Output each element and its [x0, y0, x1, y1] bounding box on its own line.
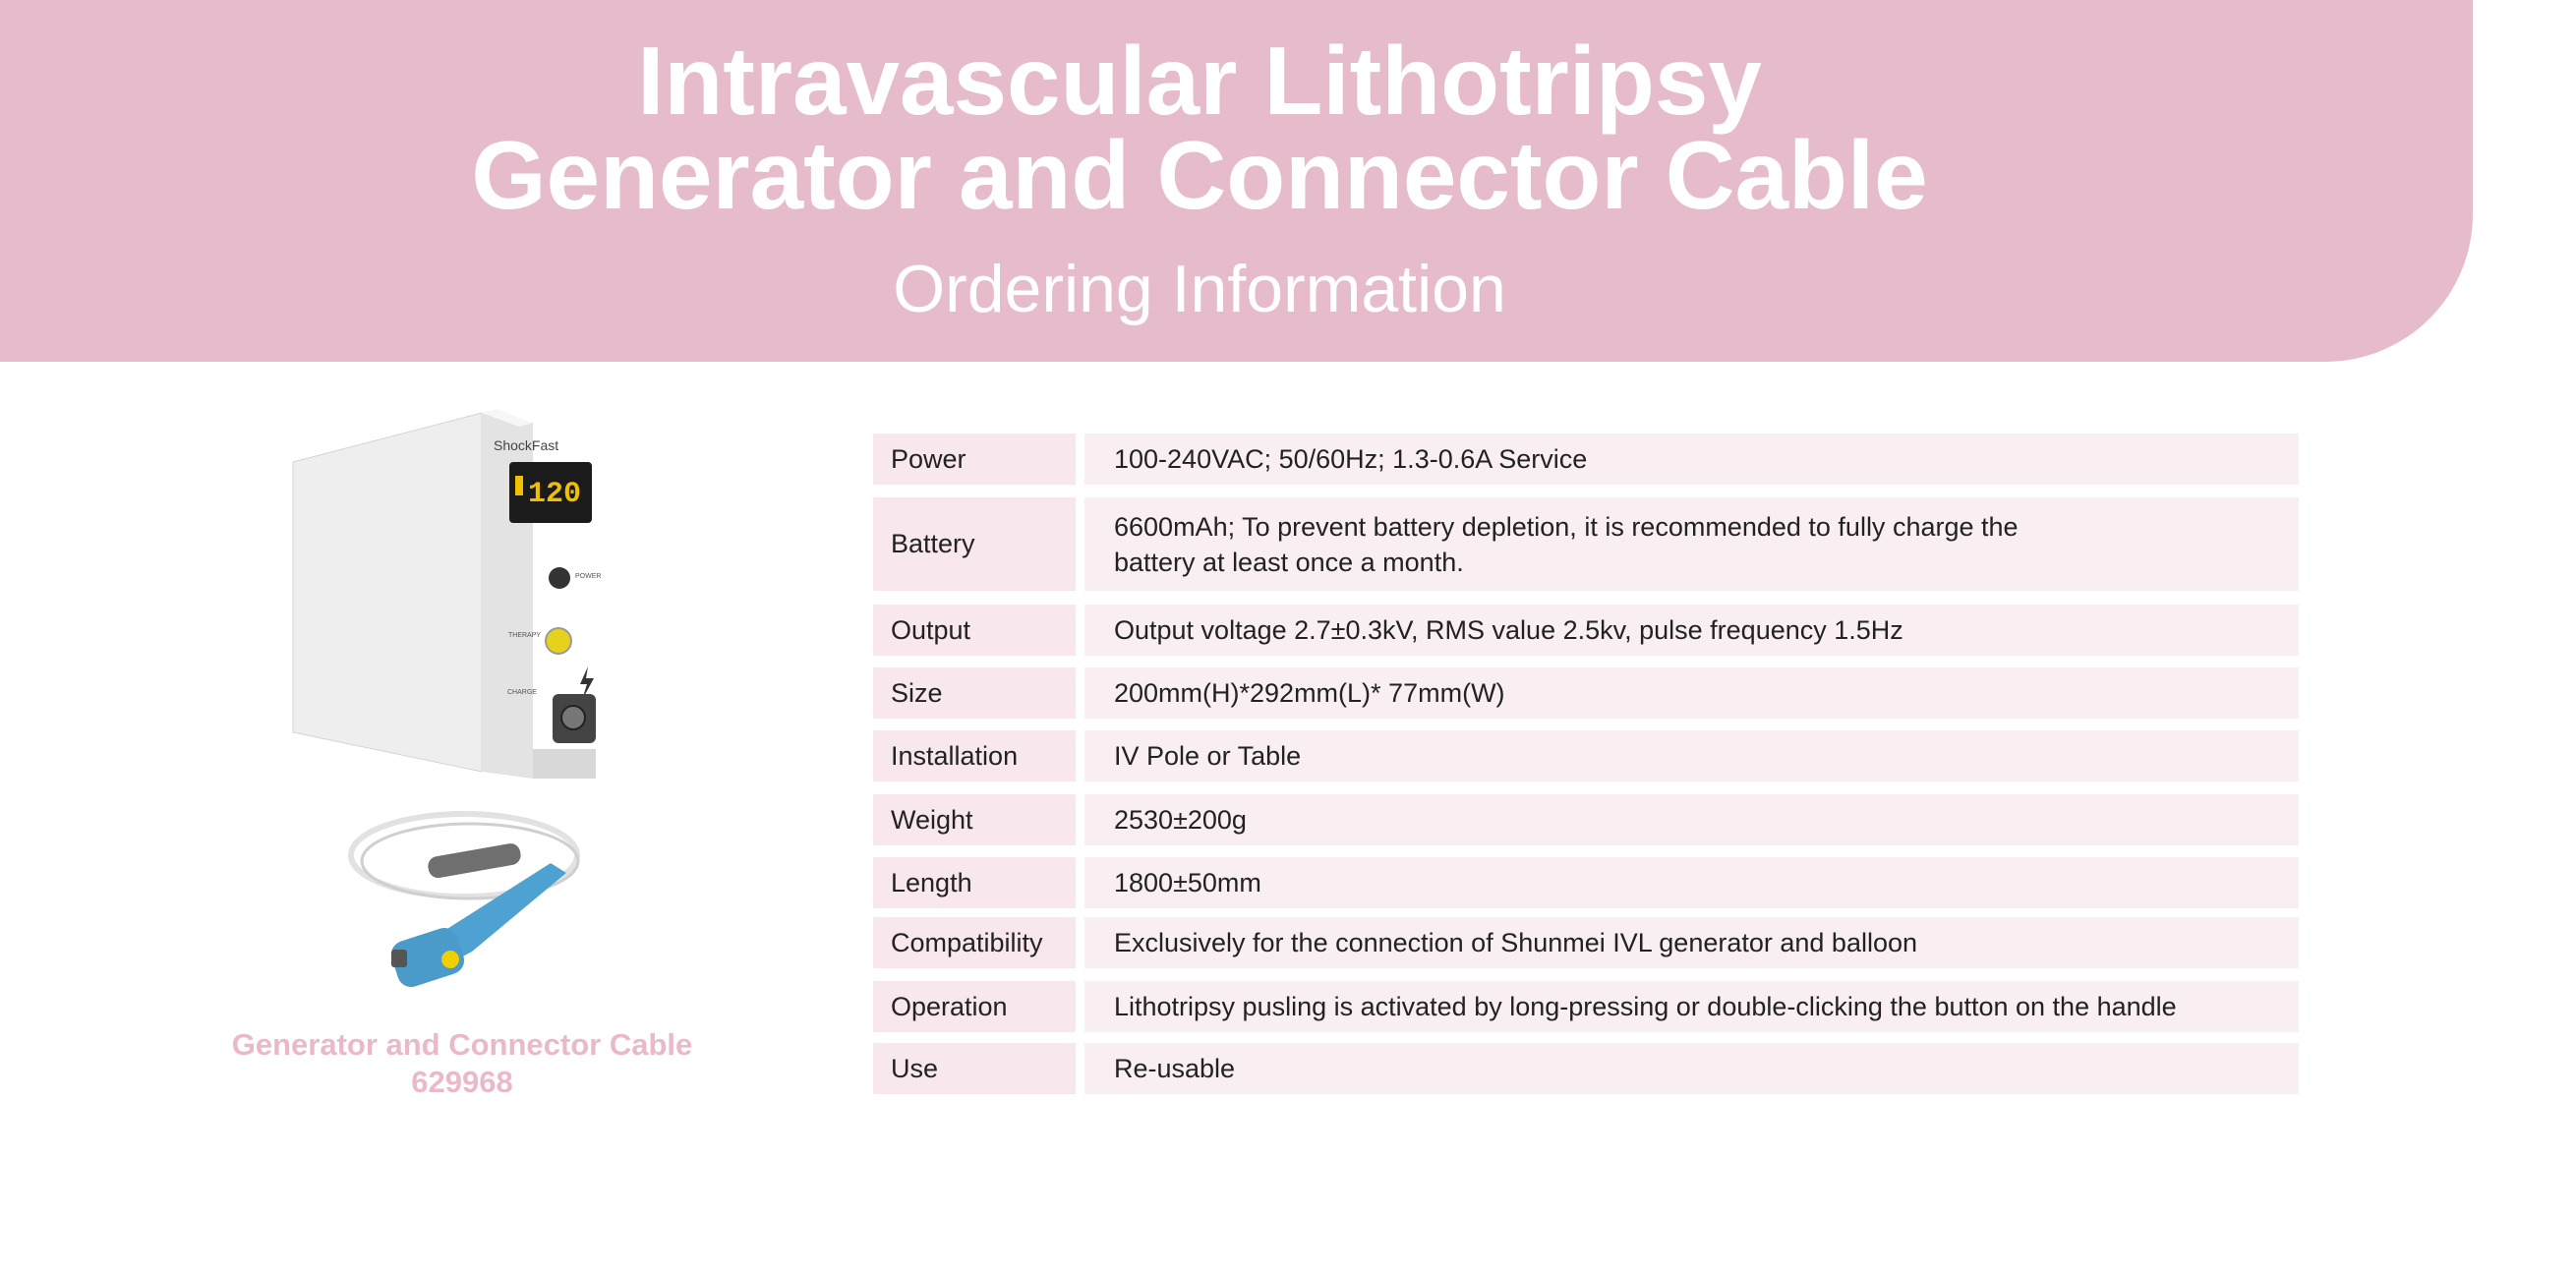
battery-icon: [515, 476, 523, 495]
spec-value: 200mm(H)*292mm(L)* 77mm(W): [1084, 667, 2299, 719]
spec-value: 1800±50mm: [1084, 857, 2299, 908]
device-power-button: [549, 567, 570, 589]
spec-label: Compatibility: [873, 917, 1076, 968]
spec-value: Output voltage 2.7±0.3kV, RMS value 2.5kv, pulse frequency 1.5Hz: [1084, 605, 2299, 656]
product-caption-code: 629968: [411, 1065, 513, 1099]
spec-value: Re-usable: [1084, 1043, 2299, 1094]
spec-label: Length: [873, 857, 1076, 908]
page-subtitle: Ordering Information: [893, 252, 1506, 326]
device-display-value: 120: [528, 478, 582, 511]
spec-label: Weight: [873, 794, 1076, 845]
product-image: [275, 393, 629, 1003]
spec-value: IV Pole or Table: [1084, 730, 2299, 781]
spec-value: 6600mAh; To prevent battery depletion, it is recommended to fully charge the battery at least once a month.: [1084, 497, 2299, 591]
spec-label: Size: [873, 667, 1076, 719]
spec-label: Operation: [873, 981, 1076, 1032]
device-therapy-button: [546, 628, 571, 654]
device-charge-label: CHARGE: [507, 689, 537, 696]
spec-label: Installation: [873, 730, 1076, 781]
spec-value: Lithotripsy pusling is activated by long-pressing or double-clicking the button on the handle: [1084, 981, 2299, 1032]
device-therapy-label: THERAPY: [508, 632, 542, 639]
cable-connector: [427, 841, 522, 879]
product-caption-name: Generator and Connector Cable: [231, 1027, 693, 1062]
handle-button: [441, 951, 459, 968]
page-title-line2: Generator and Connector Cable: [471, 121, 1928, 229]
device-power-label: POWER: [575, 573, 602, 580]
spec-label: Power: [873, 434, 1076, 485]
page-title-line1: Intravascular Lithotripsy: [637, 27, 1762, 135]
spec-value: 2530±200g: [1084, 794, 2299, 845]
device-brand-text: ShockFast: [494, 437, 559, 453]
spec-label: Battery: [873, 497, 1076, 591]
spec-value: 100-240VAC; 50/60Hz; 1.3-0.6A Service: [1084, 434, 2299, 485]
spec-label: Output: [873, 605, 1076, 656]
spec-value: Exclusively for the connection of Shunmei IVL generator and balloon: [1084, 917, 2299, 968]
spec-label: Use: [873, 1043, 1076, 1094]
